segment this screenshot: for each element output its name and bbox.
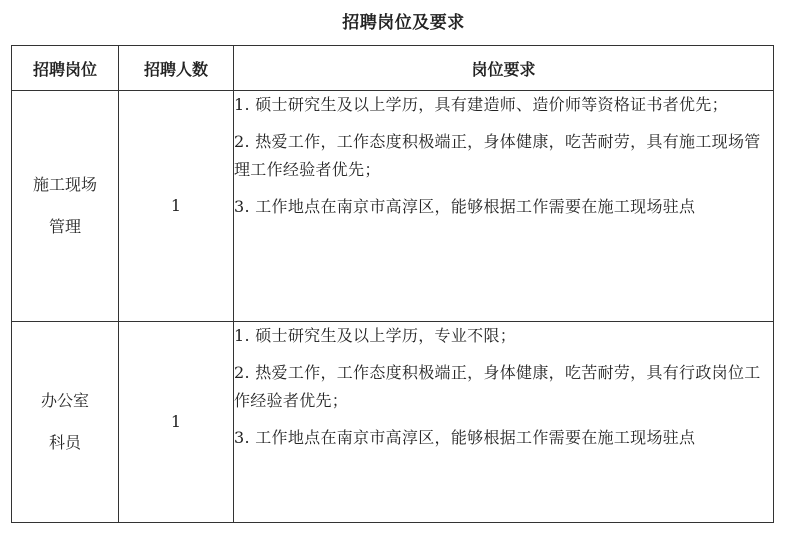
requirements-cell	[234, 322, 774, 523]
header-position: 招聘岗位	[12, 46, 119, 91]
table-row	[12, 322, 774, 523]
requirements-cell	[234, 91, 774, 322]
requirement-item: 2. 热爱工作，工作态度积极端正，身体健康，吃苦耐劳，具有行政岗位工作经验者优先；	[234, 363, 761, 410]
headcount-cell: 1	[119, 322, 234, 523]
table-row	[12, 91, 774, 322]
requirement-item: 3. 工作地点在南京市高淳区，能够根据工作需要在施工现场驻点	[234, 428, 696, 447]
header-count: 招聘人数	[119, 46, 234, 91]
position-name-line: 科员	[48, 433, 81, 452]
position-cell	[12, 91, 119, 322]
headcount-cell: 1	[119, 91, 234, 322]
table-header-row	[12, 46, 774, 91]
requirements-table	[11, 45, 774, 523]
position-name-line: 管理	[48, 217, 81, 236]
requirement-item: 1. 硕士研究生及以上学历，具有建造师、造价师等资格证书者优先；	[234, 95, 728, 114]
requirement-item: 2. 热爱工作，工作态度积极端正，身体健康，吃苦耐劳，具有施工现场管理工作经验者优先；	[234, 132, 761, 179]
position-name-line: 施工现场	[32, 175, 97, 194]
page-title: 招聘岗位及要求	[342, 13, 465, 33]
requirement-item: 1. 硕士研究生及以上学历，专业不限；	[234, 326, 517, 345]
position-cell	[12, 322, 119, 523]
requirement-item: 3. 工作地点在南京市高淳区，能够根据工作需要在施工现场驻点	[234, 197, 696, 216]
header-requirements: 岗位要求	[234, 46, 774, 91]
position-name-line: 办公室	[40, 391, 89, 410]
